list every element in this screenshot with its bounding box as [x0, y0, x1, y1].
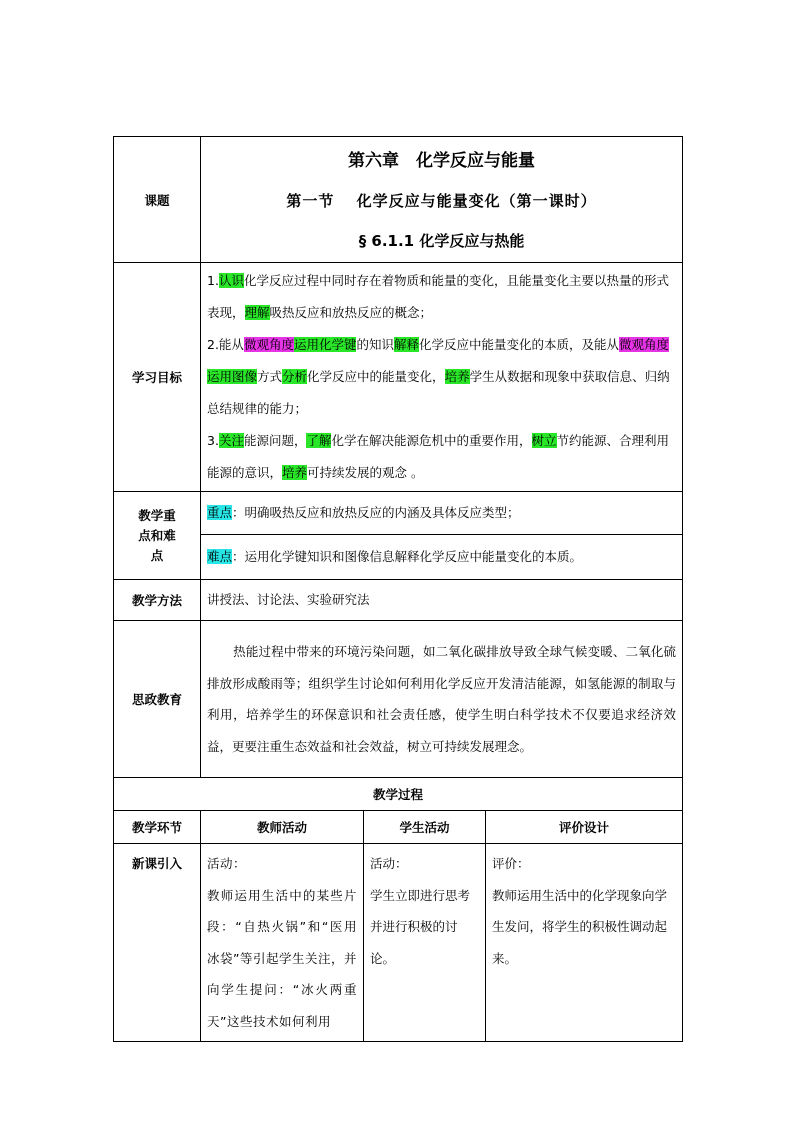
student-activity-text: 学生立即进行思考并进行积极的讨论。: [370, 887, 471, 966]
student-activity-cell: [364, 844, 486, 1042]
lesson-plan-table: [113, 136, 683, 1042]
stage-header: 教学环节: [114, 811, 201, 844]
moral-cell: [201, 621, 683, 778]
goals-label: 学习目标: [114, 263, 201, 492]
difficult-point-text: ：运用化学键知识和图像信息解释化学反应中能量变化的本质。: [232, 549, 583, 564]
goal-1: 1.认识化学反应过程中同时存在着物质和能量的变化，且能量变化主要以热量的形式表现，理解吸热反应和放热反应的概念；: [207, 273, 669, 320]
teacher-activity-head: 活动：: [207, 856, 247, 871]
moral-text: 热能过程中带来的环境污染问题，如二氧化碳排放导致全球气候变暖、二氧化硫排放形成酸雨等；组织学生讨论如何利用化学反应开发清洁能源，如氢能源的制取与利用，培养学生的环保意识和社会责任感，使学生明白科学技术不仅要追求经济效益，更要注重生态效益和社会效益，树立可持续发展理念。: [207, 644, 677, 754]
process-label: 教学过程: [114, 778, 683, 811]
key-point-text: ：明确吸热反应和放热反应的内涵及具体反应类型；: [232, 505, 520, 520]
evaluation-text: 教师运用生活中的化学现象向学生发问，将学生的积极性调动起来。: [492, 887, 668, 966]
key-difficult-label: 教学重点和难点: [114, 492, 201, 580]
key-point-cell: [201, 492, 683, 535]
teacher-activity-text: 教师运用生活中的某些片段：“自热火锅”和“医用冰袋”等引起学生关注，并向学生提问：“冰火两重天”这些技术如何利用: [207, 887, 357, 1029]
student-header: 学生活动: [364, 811, 486, 844]
difficult-point-cell: [201, 535, 683, 580]
evaluation-head: 评价：: [492, 856, 530, 871]
intro-stage: 新课引入: [114, 844, 201, 1042]
teacher-header: 教师活动: [201, 811, 364, 844]
lesson-title-cell: [201, 137, 683, 263]
difficult-point-tag: 难点: [207, 549, 233, 564]
method-label: 教学方法: [114, 580, 201, 621]
lesson-title-label: 课题: [114, 137, 201, 263]
evaluation-cell: [486, 844, 683, 1042]
subsection-title: § 6.1.1 化学反应与热能: [358, 231, 525, 250]
evaluation-header: 评价设计: [486, 811, 683, 844]
student-activity-head: 活动：: [370, 856, 408, 871]
moral-label: 思政教育: [114, 621, 201, 778]
goal-3: 3.关注能源问题，了解化学在解决能源危机中的重要作用，树立节约能源、合理利用能源的意识，培养可持续发展的观念 。: [207, 433, 670, 480]
goal-2: 2.能从微观角度运用化学键的知识解释化学反应中能量变化的本质，及能从微观角度运用图像方式分析化学反应中的能量变化，培养学生从数据和现象中获取信息、归纳总结规律的能力；: [207, 337, 670, 416]
section-title: 第一节 化学反应与能量变化（第一课时）: [286, 191, 597, 210]
goals-cell: [201, 263, 683, 492]
chapter-title: 第六章 化学反应与能量: [348, 150, 536, 171]
teacher-activity-cell: [201, 844, 364, 1042]
key-point-tag: 重点: [207, 505, 233, 520]
method-text: 讲授法、讨论法、实验研究法: [201, 580, 683, 621]
